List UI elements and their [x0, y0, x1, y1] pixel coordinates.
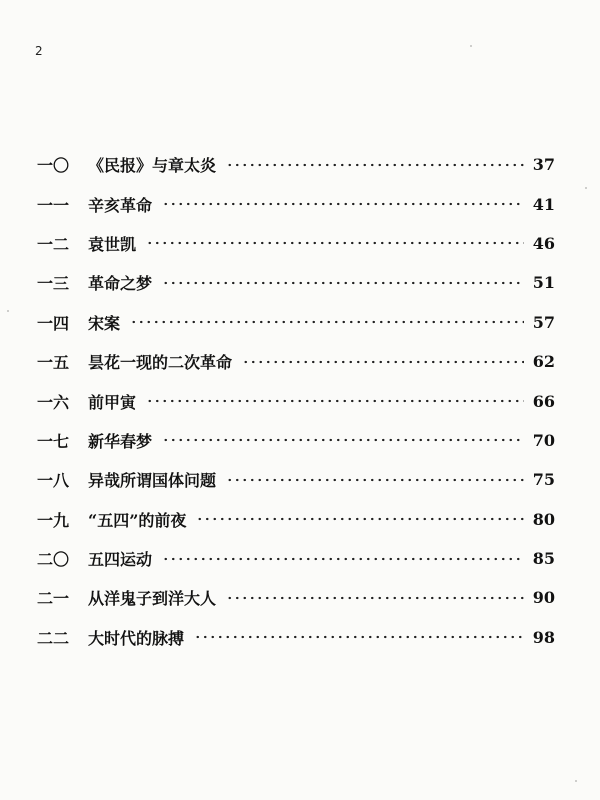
chapter-number: 二〇 [37, 550, 70, 570]
toc-entry [37, 421, 555, 460]
chapter-title: 五四运动 [88, 550, 153, 570]
dot-leader [226, 162, 524, 168]
chapter-title: 从洋鬼子到洋大人 [88, 589, 217, 609]
dot-leader [226, 595, 524, 601]
chapter-number: 一四 [37, 313, 70, 333]
chapter-number: 一七 [37, 431, 70, 451]
chapter-title: 昙花一现的二次革命 [88, 353, 233, 373]
chapter-number: 一五 [37, 353, 70, 373]
chapter-number: 一一 [37, 195, 70, 215]
chapter-page: 66 [532, 391, 555, 411]
chapter-page: 57 [532, 312, 555, 332]
dot-leader [162, 437, 524, 443]
chapter-page: 90 [532, 588, 555, 608]
chapter-title: 前甲寅 [88, 392, 137, 412]
toc-entry [37, 263, 555, 302]
toc-entry [37, 303, 555, 342]
dot-leader [162, 556, 524, 562]
toc-entry [37, 460, 555, 499]
toc-entry [37, 500, 555, 539]
chapter-number: 一二 [37, 234, 70, 254]
chapter-page: 51 [532, 273, 555, 293]
chapter-title: 袁世凯 [88, 234, 137, 254]
chapter-number: 二二 [37, 628, 70, 648]
table-of-contents [37, 145, 555, 657]
dot-leader [242, 359, 524, 365]
scan-speck [470, 45, 472, 47]
dot-leader [162, 201, 524, 207]
chapter-title: 辛亥革命 [88, 195, 153, 215]
toc-entry [37, 381, 555, 420]
toc-entry [37, 578, 555, 617]
chapter-number: 一〇 [37, 156, 70, 176]
dot-leader [162, 280, 524, 286]
chapter-page: 37 [532, 155, 555, 175]
dot-leader [226, 477, 524, 483]
chapter-number: 一八 [37, 471, 70, 491]
chapter-number: 一三 [37, 274, 70, 294]
chapter-title: 《民报》与章太炎 [88, 156, 217, 176]
scan-speck [7, 310, 9, 312]
chapter-page: 41 [532, 194, 555, 214]
chapter-page: 75 [532, 470, 555, 490]
dot-leader [194, 634, 524, 640]
chapter-page: 46 [532, 233, 555, 253]
scan-speck [575, 780, 577, 782]
chapter-number: 一六 [37, 392, 70, 412]
toc-entry [37, 184, 555, 223]
chapter-page: 62 [532, 352, 555, 372]
chapter-page: 98 [532, 627, 555, 647]
toc-entry [37, 145, 555, 184]
toc-entry [37, 539, 555, 578]
chapter-title: “五四”的前夜 [88, 510, 187, 530]
chapter-title: 大时代的脉搏 [88, 628, 185, 648]
dot-leader [146, 398, 524, 404]
chapter-title: 革命之梦 [88, 274, 153, 294]
chapter-page: 85 [532, 549, 555, 569]
page-number: 2 [35, 44, 43, 58]
dot-leader [196, 516, 523, 522]
chapter-title: 宋案 [88, 313, 121, 333]
chapter-title: 异哉所谓国体问题 [88, 471, 217, 491]
chapter-page: 80 [532, 509, 555, 529]
dot-leader [146, 240, 524, 246]
dot-leader [130, 319, 524, 325]
toc-entry [37, 224, 555, 263]
scan-speck [585, 187, 587, 189]
chapter-page: 70 [532, 430, 555, 450]
toc-entry [37, 342, 555, 381]
chapter-number: 一九 [37, 510, 70, 530]
chapter-title: 新华春梦 [88, 431, 153, 451]
toc-entry [37, 618, 555, 657]
chapter-number: 二一 [37, 589, 70, 609]
